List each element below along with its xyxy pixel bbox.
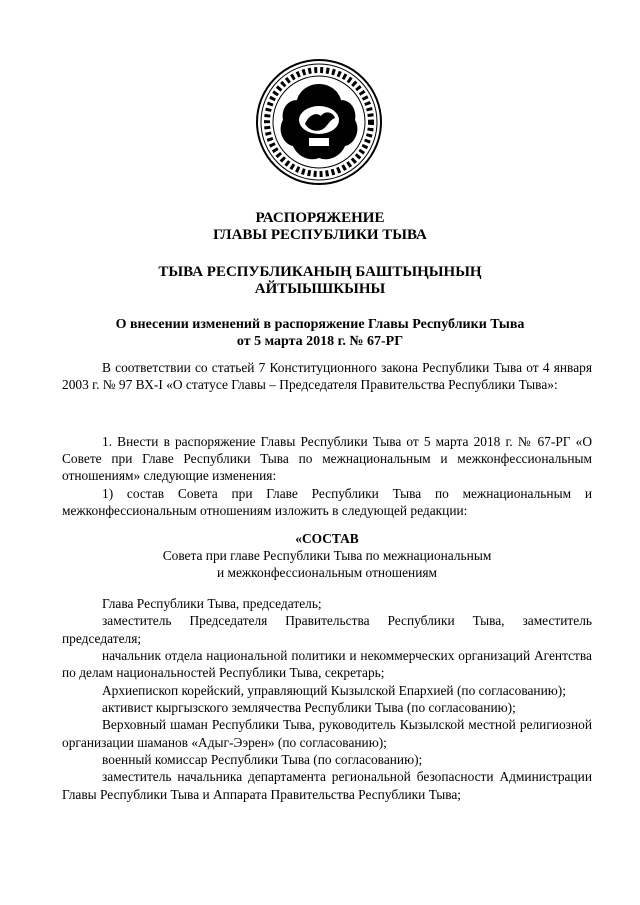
- member-item: Архиепископ корейский, управляющий Кызылской Епархией (по согласованию);: [102, 682, 566, 698]
- composition-subtitle-1: Совета при главе Республики Тыва по межнациональным: [162, 548, 492, 564]
- member-item: заместитель Председателя Правительства Республики Тыва, заместитель председателя;: [62, 613, 592, 646]
- clause-paragraph: 1) состав Совета при Главе Республики Тыва по межнациональным и межконфессиональным отношениям изложить в следующей редакции:: [62, 485, 592, 518]
- member-item: Верховный шаман Республики Тыва, руководитель Кызылской местной религиозной организации шаманов «Адыг-Ээрен» (по согласованию);: [62, 717, 592, 750]
- title-line-1: РАСПОРЯЖЕНИЕ: [255, 210, 385, 226]
- composition-heading: [62, 530, 592, 582]
- composition-subtitle-2: и межконфессиональным отношениям: [216, 565, 438, 581]
- title-line-2: ГЛАВЫ РЕСПУБЛИКИ ТЫВА: [213, 227, 427, 243]
- clauses-section: [62, 433, 592, 519]
- subject-line-2: от 5 марта 2018 г. № 67-РГ: [236, 334, 404, 349]
- member-item: Глава Республики Тыва, председатель;: [102, 596, 322, 611]
- document-title-tuvan: [0, 264, 640, 298]
- title-tuvan-line-1: ТЫВА РЕСПУБЛИКАНЫҢ БАШТЫҢЫНЫҢ: [158, 264, 482, 280]
- member-item: начальник отдела национальной политики и некоммерческих организаций Агентства по делам национальностей Республики Тыва, секретарь;: [62, 647, 592, 681]
- member-item: активист кыргызского землячества Республики Тыва (по согласованию);: [102, 699, 516, 715]
- preamble-paragraph: В соответствии со статьей 7 Конституционного закона Республики Тыва от 4 января 2003 г. № 97 ВХ-I «О статусе Главы – Председателя Правительства Республики Тыва»:: [62, 360, 592, 393]
- preamble-section: [62, 359, 592, 393]
- subject-line-1: О внесении изменений в распоряжение Главы Республики Тыва: [115, 317, 525, 332]
- coat-of-arms-emblem: [255, 58, 383, 186]
- composition-title: «СОСТАВ: [295, 531, 359, 546]
- members-list: [62, 595, 592, 803]
- title-tuvan-line-2: АЙТЫЫШКЫНЫ: [254, 281, 386, 297]
- member-item: военный комиссар Республики Тыва (по согласованию);: [102, 751, 423, 767]
- document-title: [0, 210, 640, 244]
- member-item: заместитель начальника департамента региональной безопасности Администрации Главы Республики Тыва и Аппарата Правительства Республики Тыва;: [62, 769, 592, 802]
- document-subject: [0, 316, 640, 350]
- clause-paragraph: 1. Внести в распоряжение Главы Республики Тыва от 5 марта 2018 г. № 67-РГ «О Совете при Главе Республики Тыва по межнациональным и межконфессиональным отношениям» следующие изменения:: [62, 434, 592, 484]
